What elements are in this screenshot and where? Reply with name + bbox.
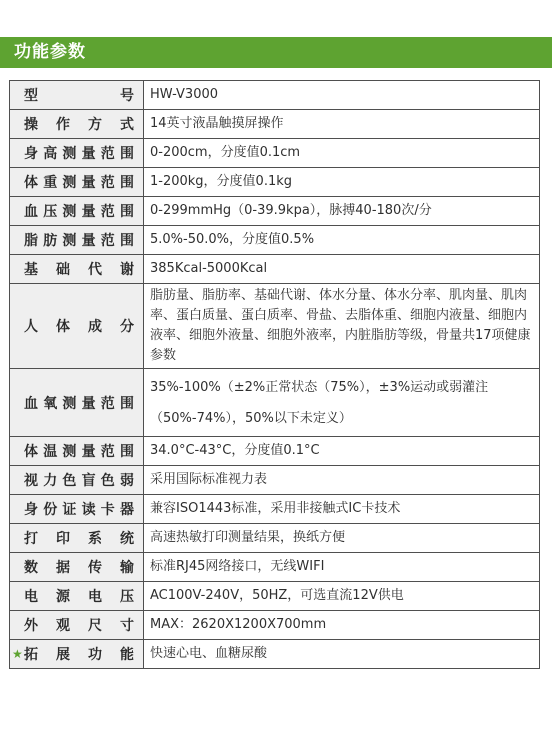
spec-value: AC100V-240V，50HZ，可选直流12V供电 [150, 588, 404, 603]
spec-value-cell [144, 197, 540, 226]
spec-label: 体 温 测 量 范 围 [24, 444, 134, 460]
section-header-bar [0, 37, 552, 68]
spec-row [10, 640, 540, 669]
spec-value: 快速心电、血糖尿酸 [150, 646, 268, 661]
spec-value: 标准RJ45网络接口，无线WIFI [150, 559, 325, 574]
spec-value: 385Kcal-5000Kcal [150, 261, 268, 276]
spec-row [10, 255, 540, 284]
spec-label-cell [10, 524, 144, 553]
spec-label-cell [10, 168, 144, 197]
spec-row [10, 369, 540, 437]
spec-value-cell [144, 437, 540, 466]
spec-label: 型 号 [24, 88, 134, 104]
spec-value: 采用国际标准视力表 [150, 472, 268, 487]
spec-row [10, 110, 540, 139]
section-title: 功能参数 [14, 42, 86, 62]
spec-row [10, 524, 540, 553]
spec-label: 血 压 测 量 范 围 [24, 204, 134, 220]
spec-label: 操 作 方 式 [24, 117, 134, 133]
spec-value: HW-V3000 [150, 87, 219, 102]
spec-label: 视 力 色 盲 色 弱 [24, 473, 134, 489]
spec-label-cell [10, 611, 144, 640]
spec-label-cell [10, 437, 144, 466]
spec-label-cell [10, 466, 144, 495]
spec-label-cell [10, 255, 144, 284]
spec-row [10, 495, 540, 524]
spec-table [9, 80, 540, 669]
spec-label-cell [10, 81, 144, 110]
spec-value: 14英寸液晶触摸屏操作 [150, 116, 284, 131]
spec-label-cell [10, 110, 144, 139]
spec-value-cell [144, 226, 540, 255]
spec-row [10, 81, 540, 110]
spec-label-cell [10, 582, 144, 611]
spec-value-cell [144, 369, 540, 437]
spec-label-cell [10, 640, 144, 669]
spec-row [10, 437, 540, 466]
spec-value-cell [144, 466, 540, 495]
spec-value-cell [144, 524, 540, 553]
spec-value: 35%-100%（±2%正常状态（75%），±3%运动或弱灌注（50%-74%），50%以下未定义） [150, 379, 489, 426]
spec-row [10, 582, 540, 611]
spec-value: 脂肪量、脂肪率、基础代谢、体水分量、体水分率、肌肉量、肌肉率、蛋白质量、蛋白质率、骨盐、去脂体重、细胞内液量、细胞内液率、细胞外液量、细胞外液率，内脏脂肪等级，骨量共17项健康参数 [150, 288, 531, 363]
spec-row [10, 226, 540, 255]
spec-label: 脂 肪 测 量 范 围 [24, 233, 134, 249]
spec-label: 打 印 系 统 [24, 531, 134, 547]
spec-label: 基 础 代 谢 [24, 262, 134, 278]
spec-value-cell [144, 582, 540, 611]
spec-row [10, 466, 540, 495]
spec-label-cell [10, 139, 144, 168]
spec-row [10, 168, 540, 197]
spec-label-cell [10, 553, 144, 582]
spec-value-cell [144, 495, 540, 524]
spec-value-cell [144, 139, 540, 168]
spec-label-cell [10, 284, 144, 369]
spec-label-cell [10, 369, 144, 437]
spec-value-cell [144, 255, 540, 284]
spec-label: 身 高 测 量 范 围 [24, 146, 134, 162]
spec-value-cell [144, 81, 540, 110]
spec-label: 数 据 传 输 [24, 560, 134, 576]
spec-label: 外 观 尺 寸 [24, 618, 134, 634]
star-icon: ★ [12, 647, 23, 661]
spec-label-cell [10, 197, 144, 226]
spec-label: 体 重 测 量 范 围 [24, 175, 134, 191]
spec-value: 34.0°C-43°C，分度值0.1°C [150, 443, 320, 458]
spec-value-cell [144, 611, 540, 640]
spec-value: 0-200cm，分度值0.1cm [150, 145, 301, 160]
spec-row [10, 284, 540, 369]
spec-value: 兼容ISO1443标准，采用非接触式IC卡技术 [150, 501, 401, 516]
spec-value: 5.0%-50.0%，分度值0.5% [150, 232, 315, 247]
spec-row [10, 553, 540, 582]
spec-row [10, 611, 540, 640]
spec-value-cell [144, 553, 540, 582]
spec-value-cell [144, 168, 540, 197]
spec-label: 人 体 成 分 [24, 319, 134, 335]
spec-label: 电 源 电 压 [24, 589, 134, 605]
spec-value-cell [144, 284, 540, 369]
spec-label-cell [10, 226, 144, 255]
spec-value-cell [144, 640, 540, 669]
spec-label: 拓 展 功 能 [24, 647, 134, 663]
spec-label: 血 氧 测 量 范 围 [24, 395, 134, 412]
spec-row [10, 197, 540, 226]
spec-value: MAX：2620X1200X700mm [150, 617, 327, 632]
spec-value: 高速热敏打印测量结果，换纸方便 [150, 530, 346, 545]
spec-value: 0-299mmHg（0-39.9kpa），脉搏40-180次/分 [150, 203, 432, 218]
spec-label: 身 份 证 读 卡 器 [24, 502, 134, 518]
spec-value: 1-200kg，分度值0.1kg [150, 174, 293, 189]
spec-row [10, 139, 540, 168]
spec-label-cell [10, 495, 144, 524]
spec-value-cell [144, 110, 540, 139]
